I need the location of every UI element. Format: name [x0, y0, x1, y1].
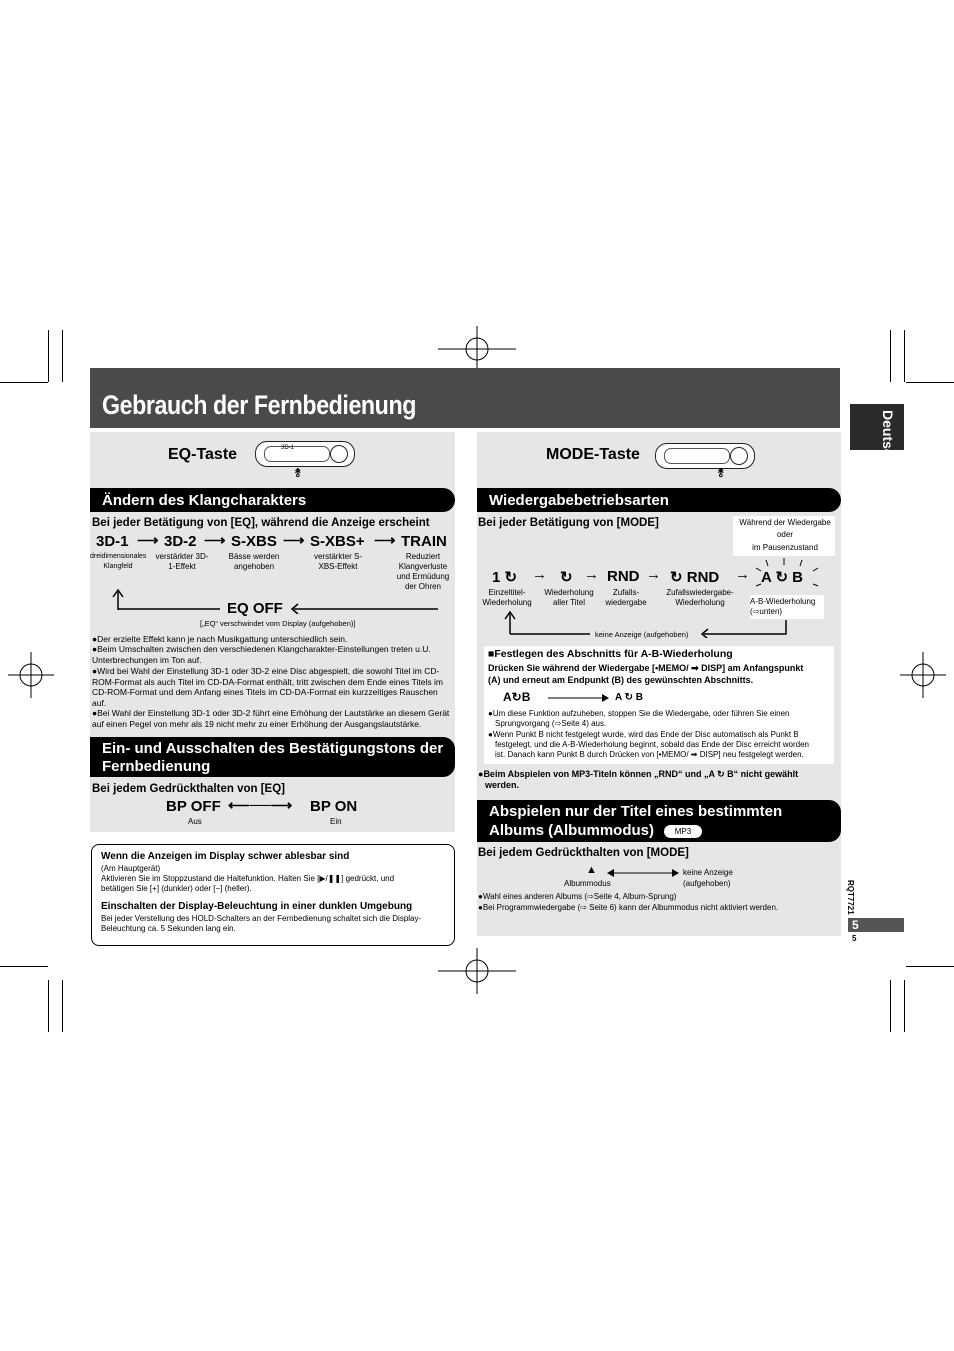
crop-mark	[906, 382, 954, 383]
mp3-note: ●Beim Abspielen von MP3-Titeln können „RND“ und „A ↻ B“ nicht gewählt	[478, 769, 799, 779]
arrow-icon: ⟶	[374, 532, 396, 549]
page-number: 5	[852, 918, 859, 932]
registration-mark	[8, 652, 54, 698]
section-title-line: Albums (Albummodus)	[489, 822, 654, 839]
info-heading: Einschalten der Display-Beleuchtung in einer dunklen Umgebung	[101, 901, 413, 912]
press-arrow-icon: ⥉	[718, 466, 724, 480]
bp-on-sublabel: Ein	[330, 817, 342, 826]
mode-item: 1 ↻	[492, 569, 518, 586]
double-arrow-icon	[606, 868, 680, 878]
page-number-small: 5	[852, 934, 857, 943]
bullet-text: ●Beim Umschalten zwischen den verschiedenen Klangcharakter-Einstellungen treten u.U. Unterbrechungen im Ton auf.	[92, 644, 431, 665]
mp3-badge: MP3	[664, 825, 702, 838]
remote-illustration	[655, 443, 755, 469]
remote-display-text: 3D-1	[281, 445, 295, 451]
remote-display	[664, 448, 730, 464]
remote-dial	[730, 447, 748, 465]
album-indicator-icon: ▲	[586, 864, 597, 876]
mode-label: Einzeltitel-Wiederholung	[482, 588, 532, 607]
arrow-icon: →	[735, 566, 750, 583]
section-bar	[90, 737, 455, 777]
seq-item: S-XBS+	[310, 533, 365, 550]
ab-blink-icon: A↻B	[503, 690, 531, 704]
crop-mark	[62, 330, 63, 382]
crop-mark	[890, 330, 891, 382]
crop-mark	[904, 980, 905, 1032]
crop-mark	[904, 330, 905, 382]
language-tab-label: Deutsch	[880, 410, 896, 466]
bullet-text: ●Bei Programmwiedergabe (⇨ Seite 6) kann der Albummodus nicht aktiviert werden.	[478, 903, 779, 912]
info-text: Bei jeder Verstellung des HOLD-Schalters an der Fernbedienung schaltet sich die Display-	[101, 914, 422, 923]
mp3-note: werden.	[485, 780, 520, 790]
album-label: Albummodus	[564, 879, 611, 888]
mode-item: RND	[607, 568, 640, 585]
bullet-text: ●Wird bei Wahl der Einstellung 3D-1 oder 3D-2 eine Disc abgespielt, die sowohl Titel im CD-ROM-Format als auch Titel im CD-DA-Format enthält, tritt zwischen dem Ende eines Titels im CD-ROM-Format und dem Anfang eines Titels im CD-DA-Format ein kurzzeitiges Rauschen auf.	[92, 666, 443, 708]
section-title-line: Fernbedienung	[102, 758, 211, 775]
remote-display	[264, 446, 330, 462]
crop-mark	[48, 980, 49, 1032]
section-title-line: Abspielen nur der Titel eines bestimmten	[489, 803, 783, 820]
section-title: Wiedergabebetriebsarten	[489, 492, 669, 509]
crop-mark	[48, 330, 49, 382]
info-text: Beleuchtung ca. 5 Sekunden lang ein.	[101, 924, 236, 933]
section-intro: Bei jedem Gedrückthalten von [EQ]	[92, 783, 285, 795]
album-off-label: keine Anzeige	[683, 868, 733, 877]
arrow-icon: →	[584, 566, 599, 583]
eq-off-note: [„EQ“ verschwindet vom Display (aufgehoben)]	[200, 619, 356, 628]
seq-item: TRAIN	[401, 533, 447, 550]
status-note: im Pausenzustand	[752, 543, 818, 552]
status-note: oder	[776, 530, 793, 539]
crop-mark	[906, 966, 954, 967]
mode-label: Zufallswiedergabe-Wiederholung	[666, 588, 734, 607]
bullet-text: ●Bei Wahl der Einstellung 3D-1 oder 3D-2 führt eine Erhöhung der Lautstärke an diesem Gerät auf einen Pegel von mehr als 19 nicht mehr zu einer Erhöhung der Ausgangslautstärke.	[92, 708, 450, 729]
mode-label: Wiederholung aller Titel	[544, 588, 594, 607]
crop-mark	[0, 966, 48, 967]
registration-mark	[900, 652, 946, 698]
section-intro: Bei jeder Betätigung von [EQ], während die Anzeige erscheint	[92, 517, 430, 529]
bp-off-sublabel: Aus	[188, 817, 202, 826]
eq-heading: EQ-Taste	[168, 446, 238, 463]
ab-result: A ↻ B	[615, 692, 644, 703]
page-title: Gebrauch der Fernbedienung	[102, 390, 416, 420]
status-note: Während der Wiedergabe	[739, 518, 831, 527]
mode-item: ↻ RND	[670, 569, 720, 586]
bullet-text: ist. Danach kann Punkt B durch Drücken von [•MEMO/ ➡ DISP] neu festgelegt werden.	[495, 750, 804, 759]
bp-on-label: BP ON	[310, 798, 358, 815]
eq-off-label: EQ OFF	[227, 600, 283, 617]
info-text: Aktivieren Sie im Stoppzustand die Haltefunktion. Halten Sie [▶/❚❚] gedrückt, und	[101, 874, 395, 883]
seq-label: Bässe werden angehoben	[228, 552, 280, 571]
bullet-text: ●Wahl eines anderen Albums (⇨Seite 4, Album-Sprung)	[478, 892, 677, 901]
crop-mark	[890, 980, 891, 1032]
arrow-icon: ⟶	[204, 532, 226, 549]
section-title: Ändern des Klangcharakters	[102, 492, 307, 509]
bullet-text: festgelegt, und die A-B-Wiederholung beginnt, sobald das Ende der Disc erreicht worden	[495, 740, 809, 749]
arrow-icon: ⟶	[137, 532, 159, 549]
language-tab	[850, 404, 904, 466]
seq-item: 3D-1	[96, 533, 129, 550]
registration-mark	[438, 948, 516, 994]
seq-label: Reduziert Klangverluste und Ermüdung der Ohren	[396, 552, 450, 591]
section-bar	[477, 800, 841, 842]
bullet-text: ●Der erzielte Effekt kann je nach Musikgattung unterschiedlich sein.	[92, 634, 348, 644]
mode-item: ↻	[560, 569, 573, 586]
album-off-label: (aufgehoben)	[683, 879, 731, 888]
document-code: RQT7721	[846, 880, 855, 915]
crop-mark	[0, 382, 48, 383]
crop-mark	[62, 980, 63, 1032]
ab-intro: (A) und erneut am Endpunkt (B) des gewünschten Abschnitts.	[488, 675, 754, 685]
mode-heading: MODE-Taste	[546, 446, 640, 463]
mode-label: A-B-Wiederholung (⇨unten)	[750, 597, 816, 616]
seq-label: dreidimensionales Klangfeld	[90, 553, 147, 570]
mode-label: Zufalls-wiedergabe	[605, 588, 647, 607]
registration-mark	[438, 326, 516, 372]
seq-item: 3D-2	[164, 533, 197, 550]
cancel-note: keine Anzeige (aufgehoben)	[595, 630, 689, 639]
bullet-text: ●Wenn Punkt B nicht festgelegt wurde, wird das Ende der Disc automatisch als Punkt B	[488, 730, 799, 739]
section-intro: Bei jedem Gedrückthalten von [MODE]	[478, 847, 689, 859]
section-bar	[90, 488, 455, 512]
ab-intro: Drücken Sie während der Wiedergabe [•MEMO/ ➡ DISP] am Anfangspunkt	[488, 663, 804, 673]
bp-off-label: BP OFF	[166, 798, 221, 815]
section-title-line: Ein- und Ausschalten des Bestätigungstons der	[102, 740, 444, 757]
section-bar	[477, 488, 841, 512]
mode-item: A ↻ B	[761, 569, 804, 586]
bullet-text: Sprungvorgang (⇨Seite 4) aus.	[495, 719, 607, 728]
loop-arrow	[108, 588, 458, 614]
page-title-bar	[90, 368, 840, 428]
arrow-icon	[546, 693, 612, 703]
seq-label: verstärkter S-XBS-Effekt	[313, 552, 362, 571]
seq-label: verstärkter 3D-1-Effekt	[155, 552, 209, 571]
arrow-icon: →	[532, 566, 547, 583]
remote-illustration	[255, 441, 355, 467]
info-text: betätigen Sie [+] (dunkler) oder [−] (heller).	[101, 884, 252, 893]
info-heading: Wenn die Anzeigen im Display schwer ablesbar sind	[101, 851, 350, 862]
bullet-text: ●Um diese Funktion aufzuheben, stoppen Sie die Wiedergabe, oder führen Sie einen	[488, 709, 790, 718]
double-arrow-icon: ⟵──⟶	[228, 797, 293, 814]
info-subheading: (Am Hauptgerät)	[101, 864, 161, 873]
arrow-icon: →	[646, 566, 661, 583]
press-arrow-icon: ⥉	[295, 466, 301, 480]
section-intro: Bei jeder Betätigung von [MODE]	[478, 517, 659, 529]
arrow-icon: ⟶	[283, 532, 305, 549]
remote-dial	[330, 445, 348, 463]
seq-item: S-XBS	[231, 533, 277, 550]
ab-heading: ■Festlegen des Abschnitts für A-B-Wiederholung	[488, 648, 733, 660]
